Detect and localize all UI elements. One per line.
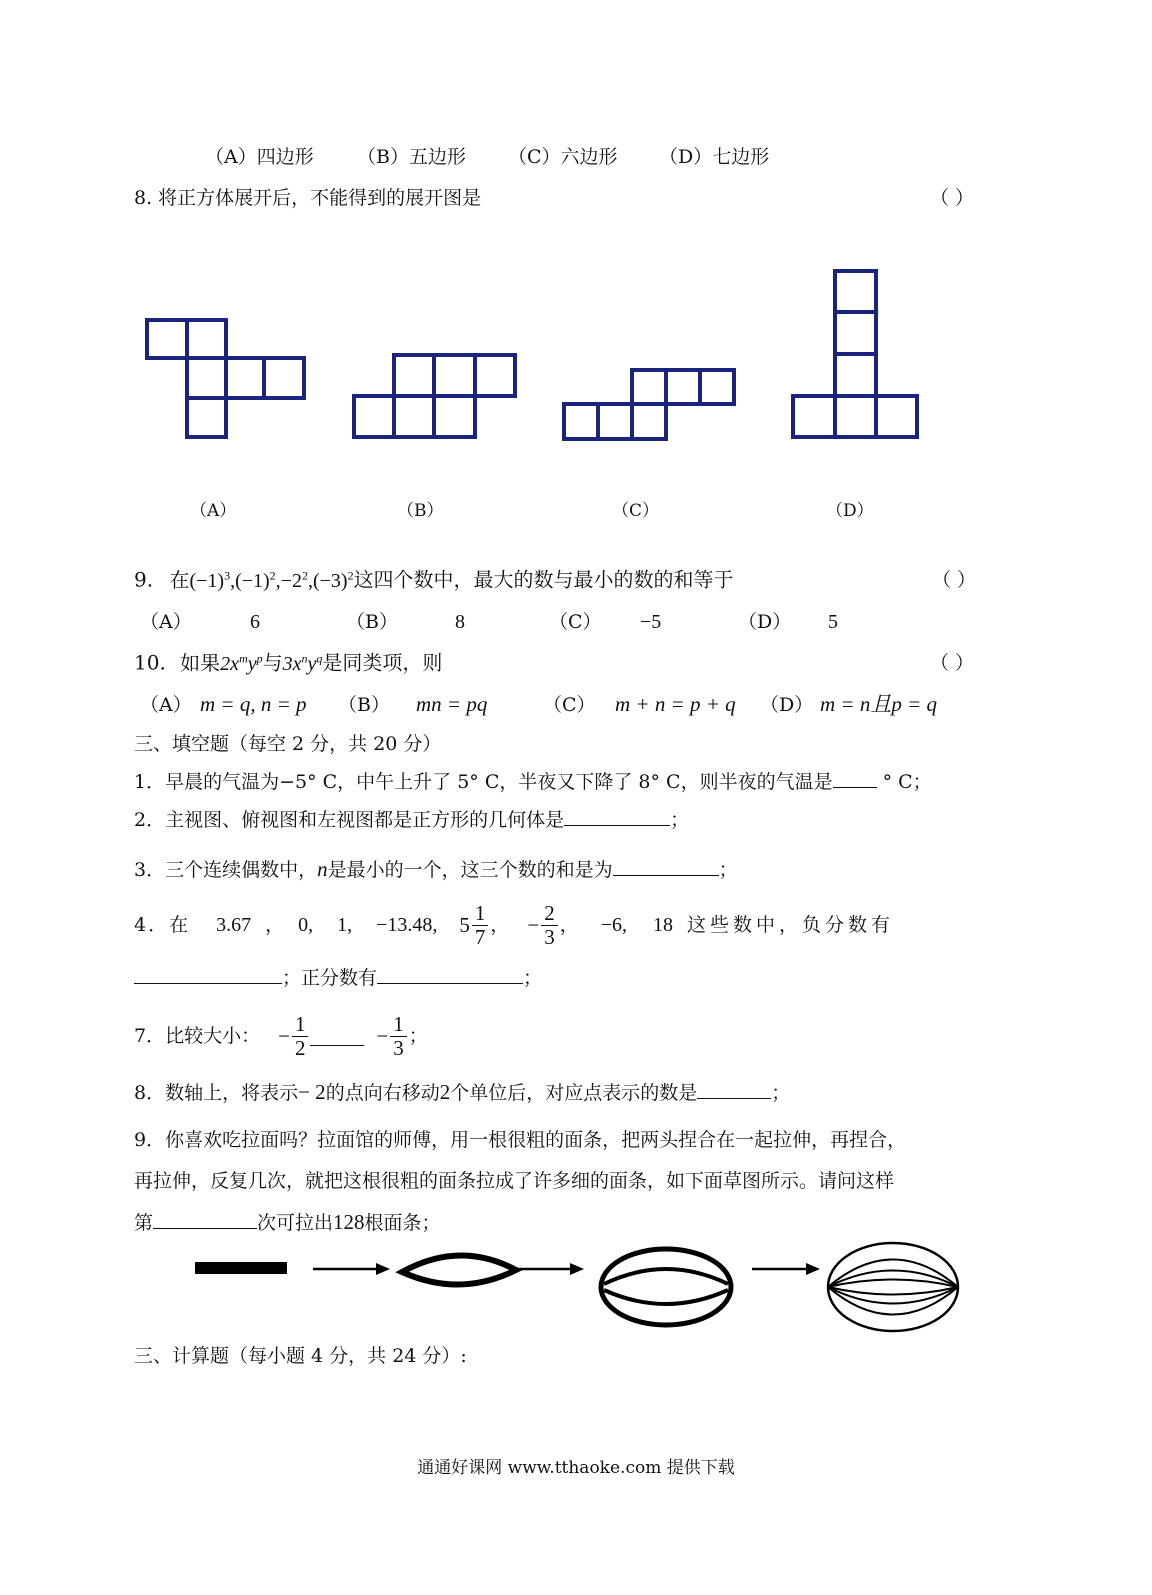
q10-post: 是同类项，则 — [322, 650, 443, 675]
q9-stem-tail: 这四个数中，最大的数与最小的数的和等于 — [353, 567, 734, 592]
fill-q4-negative-blank[interactable] — [134, 983, 282, 984]
q7-option-c: （C）六边形 — [508, 146, 618, 168]
fill-q7-blank[interactable] — [310, 1045, 364, 1046]
q7-option-b: （B）五边形 — [357, 146, 466, 168]
fill-q9-blank[interactable] — [153, 1228, 257, 1229]
thick-noodle — [195, 1262, 287, 1274]
section-fill-heading: 三、填空题（每空 2 分，共 20 分） — [134, 733, 442, 755]
q10-option-b-expr: mn = pq — [416, 692, 488, 716]
folded-noodle — [402, 1255, 516, 1284]
q9-option-c-label: （C） — [549, 611, 602, 633]
net-label-a: （A） — [190, 501, 237, 521]
q9-option-a-label: （A） — [140, 611, 192, 633]
q7-option-d: （D）七边形 — [659, 146, 770, 168]
fill-q4-positive-blank[interactable] — [377, 983, 523, 984]
fill-q9-line2: 再拉伸，反复几次，就把这根很粗的面条拉成了许多细的面条，如下面草图所示。请问这样 — [134, 1170, 895, 1192]
fill-q1-blank[interactable] — [833, 787, 877, 788]
q9-answer-paren: （ ） — [932, 569, 977, 591]
fill-q9-line1: 9．你喜欢吃拉面吗？拉面馆的师傅，用一根很粗的面条，把两头捏合在一起拉伸，再捏合， — [134, 1129, 907, 1151]
fill-q4-mixed-fraction: $\frac{1}{7}$ — [472, 902, 489, 947]
q10-option-a-expr: m = q, n = p — [200, 692, 307, 716]
q9-number: 9. — [134, 567, 154, 592]
q9-intro: 在 — [169, 567, 190, 592]
q10-mid: 与 — [262, 650, 283, 675]
net-label-b: （B） — [397, 501, 444, 521]
q10-term2: $3x^ny^q$ — [282, 651, 323, 675]
net-a — [147, 320, 304, 437]
fill-q4-neg-fraction: $\frac{2}{3}$ — [541, 902, 558, 947]
arrow-2 — [518, 1263, 584, 1275]
q10-stem — [134, 652, 442, 674]
q10-term1: $2x^my^p$ — [220, 651, 263, 675]
fill-q2-blank[interactable] — [564, 825, 670, 826]
arrow-3 — [752, 1263, 820, 1275]
fill-q8: 8．数轴上，将表示− 2的点向右移动2个单位后，对应点表示的数是 ； — [134, 1080, 791, 1104]
q9-option-a-value: 6 — [250, 611, 260, 633]
q9-option-d-label: （D） — [738, 611, 792, 633]
net-label-d: （D） — [826, 501, 874, 521]
q10-option-c-expr: m + n = p + q — [615, 692, 736, 716]
fill-q2: 2．主视图、俯视图和左视图都是正方形的几何体是 ； — [134, 809, 690, 831]
net-d — [793, 271, 917, 437]
q10-number: 10. — [134, 650, 166, 675]
q10-option-a-label: （A） — [140, 694, 192, 716]
fill-q4-line2: ；正分数有 ； — [134, 969, 542, 988]
fill-q9-line3: 第 次可拉出128根面条； — [134, 1210, 441, 1234]
section-calc-heading: 三、计算题（每小题 4 分，共 24 分）: — [134, 1345, 467, 1367]
q7-option-a: （A）四边形 — [205, 146, 314, 168]
q8-stem: 8. 将正方体展开后，不能得到的展开图是 — [134, 187, 482, 209]
q10-option-c-label: （C） — [543, 694, 596, 716]
footer-credit: 通通好课网 www.tthaoke.com 提供下载 — [417, 1458, 735, 1478]
q9-expression: $(-1)^3,(-1)^2,-2^2,(-3)^2$ — [189, 568, 354, 592]
fill-q3-blank[interactable] — [613, 875, 719, 876]
q9-option-b-label: （B） — [346, 611, 398, 633]
q8-answer-paren: （ ） — [930, 187, 975, 209]
q10-option-d-label: （D） — [760, 694, 814, 716]
arrow-1 — [313, 1263, 390, 1275]
q10-option-b-label: （B） — [338, 694, 390, 716]
q9-option-b-value: 8 — [455, 611, 465, 633]
q9-option-c-value: −5 — [640, 611, 662, 633]
fill-q8-blank[interactable] — [697, 1098, 771, 1099]
noodle-diagram — [0, 1240, 1152, 1360]
q10-option-d-expr: m = n且p = q — [820, 692, 938, 716]
fill-q4: 4．在 3.67 ， 0, 1, −13.48, 5 $\frac{1}{7}$ ， − $\frac{2}{3}$ ， −6, 18 这些数中，负分数有 — [134, 901, 895, 949]
many-strand-noodle — [828, 1243, 958, 1331]
fill-q7: 7．比较大小： − $\frac{1}{2}$ − $\frac{1}{3}$ ； — [134, 1012, 428, 1060]
q9-stem — [134, 569, 734, 591]
four-strand-noodle — [601, 1249, 731, 1325]
net-label-c: （C） — [612, 501, 660, 521]
q10-answer-paren: （ ） — [930, 652, 975, 674]
fill-q1: 1．早晨的气温为−5° C，中午上升了 5° C，半夜又下降了 8° C，则半夜的气温是 ° C； — [134, 771, 932, 793]
fill-q3: 3．三个连续偶数中，n是最小的一个，这三个数的和是为 ； — [134, 857, 738, 881]
q10-pre: 如果 — [180, 650, 221, 675]
net-c — [564, 370, 734, 439]
cube-nets-figure — [0, 0, 1152, 480]
q9-option-d-value: 5 — [828, 611, 838, 633]
net-b — [354, 355, 515, 437]
